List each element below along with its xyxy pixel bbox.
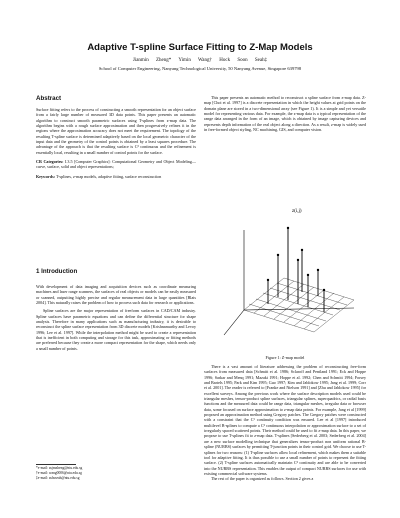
authors — [0, 58, 400, 63]
keywords-text: T-splines, z-map models, adaptive fitting, surface reconstruction — [56, 173, 162, 179]
cr-text: I.3.5 [Computer Graphics]: Computational Geometry and Object Modeling—curve, surface, solid and object representations; — [36, 159, 196, 170]
right-paragraph-2: There is a vast amount of literature addressing the problem of reconstructing free-form surfaces from measured data [Schmitt et al. 1986; Sclaroff and Pentland 1991; Eck and Hoppe 1996; Sarkar and Menq 1991; Mazaki 1991; Hoppe et al. 1992; Chen and Schmitt 1994; Forsey and Bartels 1995; Park and Kim 1995; Guo 1997; Kim and Jablokow 1995; Jang et al. 1999; Corr et al. 2001]. The reader is referred to [Franke and Nielson 1991] and [Zhu and Jablokow 1995] for excellent surveys. Among the previous work where the surface description models used could be triangular meshes, tensor-product spline surfaces, triangular splines, superquadrics, or radial basis functions and the measured data could be range data, triangular meshes, irregular data or browser data, some focused on surface approximation to z-map data points. For example, Jang et al [1999] proposed an approximation method using Gregory patches. The Gregory patches were constructed with a constraint that the C¹ continuity condition was ensured. Lee et al [1997] introduced multilevel B-splines to compute a C² continuous interpolation or approximation surface to a set of irregularly spaced scattered points. Their method could be used to fit z-map data. In this paper, we propose to use T-splines fit to z-map data. T-splines [Sederberg et al. 2003; Sederberg et al. 2004] are a new surface modelling technique that generalizes tensor-product non uniform rational B-spline (NURBS) surfaces by permitting T-junction points in their control grid. We choose to use T-splines for two reasons: (1) T-spline surfaces allow local refinement, which makes them a suitable tool for adaptive fitting. It is thus possible to use a small number of points to represent the fitting surface. (2) T-spline surfaces automatically maintain C² continuity and are able to be converted into the NURBS representation. This enables the output of compact NURBS surfaces for use with existing commercial software systems. — [204, 364, 366, 476]
right-paragraph-1: This paper presents an automatic method to reconstruct a spline surface from z-map data. Z-map [Choi et al. 1997] is a discrete representation in which the height values at grid points on the domain plane are stored in a two-dimensional array (see Figure 1). It is a simple and yet versatile model for representing various data. For example, the z-map data is a typical representation of the range data arranged in the form of an image, which is obtained by image capturing devices and represents depth information of the real object along a direction. As a result, z-map is widely used in free-formed object styling, NC machining, GIS, and computer vision. — [204, 95, 366, 133]
affiliation: School of Computer Engineering, Nanyang Technological University, 50 Nanyang Avenue, Singapore 639798 — [98, 66, 302, 71]
intro-heading: 1 Introduction — [36, 268, 78, 275]
right-column-body — [204, 364, 366, 482]
author-3: Hock Soon Seah‡ — [219, 58, 268, 63]
intro-paragraph-1: With development of data imaging and acquisition devices such as coordinate measuring machines and laser range scanners, the surfaces of real objects or models can be easily measured or scanned, outputting highly precise and regular measurement data in large quantities [Blais 2004]. This naturally raises the problem of how to process such data for research or applications. — [36, 284, 196, 306]
domain-grid — [244, 278, 354, 332]
keywords — [36, 174, 196, 179]
abstract-text: Surface fitting refers to the process of constructing a smooth representation for an object surface from a fairly large number of measured 3D data points. This paper presents an automatic algorithm to construct smooth parametric surfaces using T-splines from z-map data. The algorithm begins with a rough surface approximation and then progressively refines it in the regions where the approximation accuracy does not meet the requirement. The topology of the resulting T-spline surface is determined adaptively based on the local geometric character of the input data and the geometry of the control points is obtained by a least squares procedure. The advantage of the approach is that the resulting surface is C² continuous and the refinement is essentially local, resulting in a small number of control points for the surface. — [36, 107, 196, 155]
footnote-1: *e-mail: asjmzheng@ntu.edu.sg — [36, 466, 83, 470]
axes — [224, 230, 354, 335]
height-values — [268, 228, 324, 312]
author-1: Jianmin Zheng* — [132, 58, 172, 63]
author-2: Yimin Wang† — [178, 58, 213, 63]
intro-body — [36, 284, 196, 351]
footnote-rule — [36, 464, 76, 465]
abstract-heading: Abstract — [36, 95, 62, 102]
abstract-body — [36, 107, 196, 179]
right-column-intro — [204, 95, 366, 132]
figure-caption: Figure 1: Z-map model — [265, 355, 305, 360]
paper-title: Adaptive T-spline Surface Fitting to Z-Map Models — [87, 42, 313, 53]
cr-label: CR Categories: — [36, 159, 64, 165]
intro-paragraph-2: Spline surfaces are the major representation of freeform surfaces in CAD/CAM industry. Spline surfaces have parametric equations and can define the differential structure for shape analysis. Therefore in many applications such as manufacturing industry, it is desirable to reconstruct the spline surface representation from 3D discrete models [Krishnamurthy and Levoy 1996; Lee et al. 1997]. While the interpolation method might be used to create a representation that is inefficient in both computing and storage for this task, approximating or fitting methods are preferred because they create a more compact representation for the shape, which needs only a small number of points. — [36, 308, 196, 351]
zmap-figure — [204, 200, 366, 350]
figure-label: z(i,j) — [292, 209, 302, 214]
height-points — [267, 227, 325, 291]
footnote-3: ‡e-mail: ashsseah@ntu.edu.sg — [36, 476, 80, 480]
right-paragraph-3: The rest of the paper is organized as follows. Section 2 gives a — [211, 476, 314, 482]
cr-categories — [36, 159, 196, 170]
footnote-2: †e-mail: wang0006@ntu.edu.sg — [36, 471, 82, 475]
keywords-label: Keywords: — [36, 173, 56, 179]
